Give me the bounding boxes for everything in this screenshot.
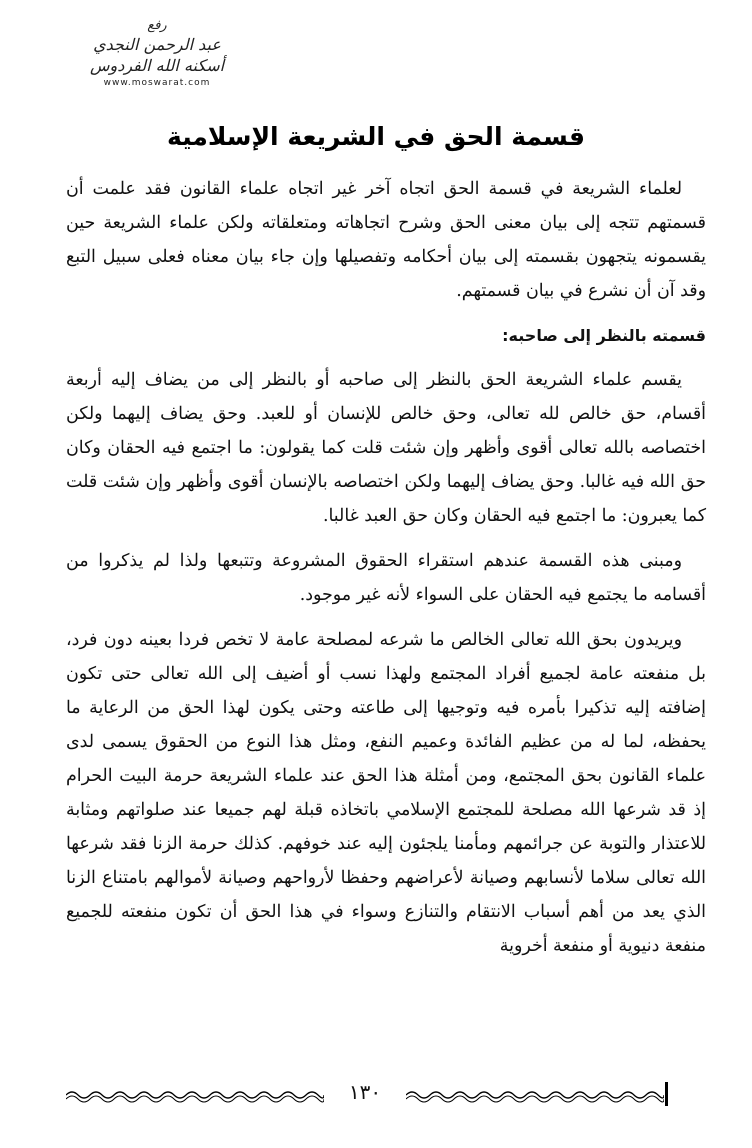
library-stamp	[72, 18, 242, 98]
paragraph-basis: ومبنى هذه القسمة عندهم استقراء الحقوق المشروعة وتتبعها ولذا لم يذكروا من أقسامه ما يجتمع فيه الحقان على السواء لأنه غير موجود.	[66, 551, 706, 605]
page-title: قسمة الحق في الشريعة الإسلامية	[167, 122, 585, 151]
page-footer	[66, 1080, 664, 1110]
stamp-line-3: أسكنه الله الفردوس	[89, 56, 225, 75]
page-number: ١٣٠	[348, 1080, 382, 1104]
stamp-line-2: عبد الرحمن النجدي	[93, 35, 221, 54]
stamp-url: www.moswarat.com	[103, 78, 211, 88]
paragraph-right-of-god: ويريدون بحق الله تعالى الخالص ما شرعه لمصلحة عامة لا تخص فردا بعينه دون فرد، بل منفعته عامة لجميع أفراد المجتمع ولهذا نسب أو أضيف إلى الله تعالى حتى تكون إضافته إليه تذكيرا بأمره فيه وتوجيها إلى طاعته وحتى يكون لهذا الحق من الرعاية ما يحفظه، لما له من عظيم الفائدة وعميم النفع، ومثل هذا النوع من الحقوق يسمى لدى علماء القانون بحق المجتمع، ومن أمثلة هذا الحق عند علماء الشريعة حرمة البيت الحرام إذ قد شرعها الله مصلحة للمجتمع الإسلامي باتخاذه قبلة لهم جميعا عند صلواتهم ومثابة للاعتذار والتوبة عن جرائمهم ومأمنا يلجئون إليه عند خوفهم. كذلك حرمة الزنا فقد شرعها الله تعالى سلاما لأنسابهم وصيانة لأعراضهم وحفظا لأرواحهم وصيانة لأموالهم بامتناع الزنا الذي يعد من أهم أسباب الانتقام والتنازع وسواء في هذا الحق أن تكون منفعته للجميع منفعة دنيوية أو منفعة أخروية	[66, 630, 706, 956]
paragraph-intro: لعلماء الشريعة في قسمة الحق اتجاه آخر غير اتجاه علماء القانون فقد علمت أن قسمتهم تتجه إلى بيان معنى الحق وشرح اتجاهاته ومتعلقاته ولكن علماء الشريعة حين يقسمونه يتجهون بقسمته إلى بيان أحكامه وتفصيلها وإن جاء بيان معناه فعلى سبيل التبع وقد آن أن نشرع في بيان قسمتهم.	[66, 179, 706, 301]
section-heading: قسمته بالنظر إلى صاحبه:	[502, 326, 706, 345]
stamp-line-1: رفع	[147, 18, 167, 33]
footer-ornament-right	[406, 1086, 664, 1104]
page-body	[66, 172, 706, 974]
footer-bar	[665, 1082, 668, 1106]
paragraph-division: يقسم علماء الشريعة الحق بالنظر إلى صاحبه أو بالنظر إلى من يضاف إليه أربعة أقسام، حق خالص لله تعالى، وحق خالص للإنسان أو للعبد. وحق يضاف إليهما ولكن اختصاصه بالله تعالى أقوى وأظهر وإن شئت قلت كما يقولون: ما اجتمع فيه الحقان وكان حق الله فيه غالبا. وحق يضاف إليهما ولكن اختصاصه بالإنسان أقوى وأظهر وإن شئت قلت كما يعبرون: ما اجتمع فيه الحقان وكان حق العبد غالبا.	[66, 370, 706, 526]
